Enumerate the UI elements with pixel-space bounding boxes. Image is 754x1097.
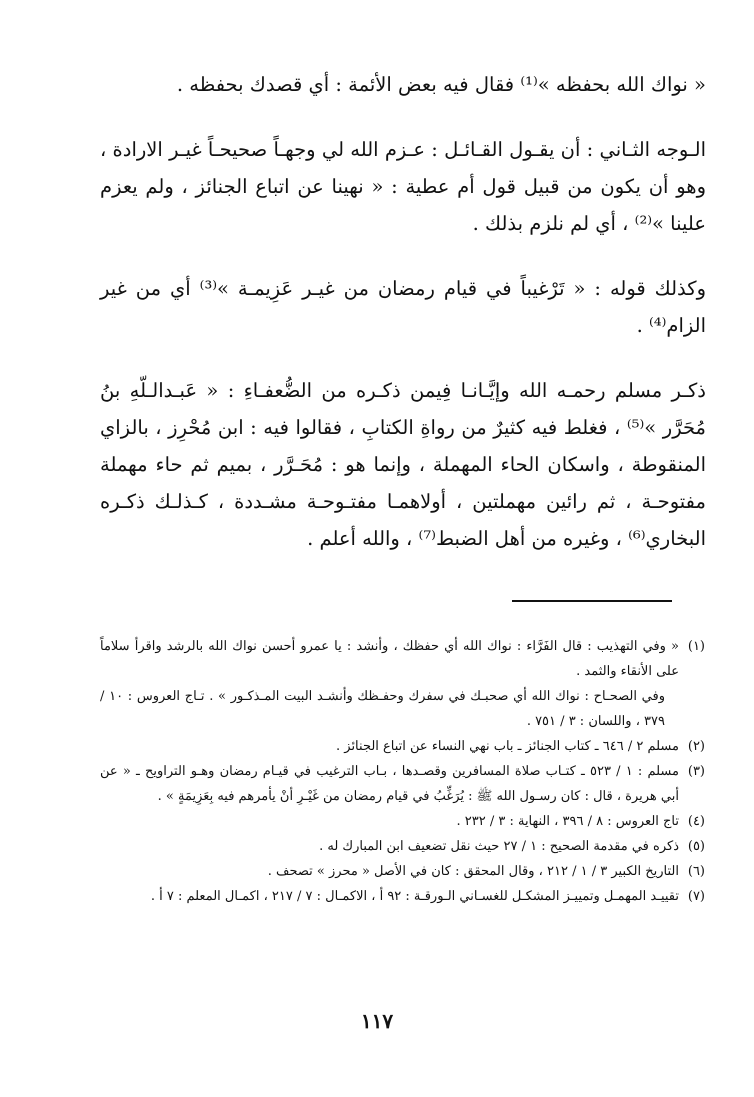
footnote-1 [100,634,705,684]
footnote-text: تقييـد المهمـل وتمييـز المشكـل للغسـاني الـورقـة : ٩٢ أ ، الاكمـال : ٧ / ٢١٧ ، اكمـال المعلم : ٧ أ . [150,889,679,904]
footnote-number: (٣) [687,764,705,779]
paragraph-4: ذكـر مسلم رحمـه الله وإيَّـانـا فِيمن ذكـره من الضُّعفـاءِ : « عَبـدالـلّهِ بنُ مُحَرَّر »⁽⁵⁾ ، فغلط فيه كثيرٌ من رواةِ الكتابِ ، فقالوا فيه : ابن مُحْرِز ، بالزاي المنقوطة ، واسكان الحاء المهملة ، وإنما هو : مُحَـرَّر ، بميم ثم حاء مهملة مفتوحـة ، ثم رائين مهملتين ، أولاهمـا مفتـوحـة مشـددة ، كـذلـك ذكـره البخاري⁽⁶⁾ ، وغيره من أهل الضبط⁽⁷⁾ ، والله أعلم . [100,379,706,550]
page-number: ١١٧ [360,1009,394,1033]
footnote-number: (٦) [687,864,705,879]
footnote-text: ذكره في مقدمة الصحيح : ١ / ٢٧ حيث نقل تضعيف ابن المبارك له . [319,839,679,854]
footnote-text: مسلم ٢ / ٦٤٦ ـ كتاب الجنائز ـ باب نهي النساء عن اتباع الجنائز . [336,739,679,754]
footnote-number: (٤) [687,814,705,829]
footnote-7 [100,884,705,909]
footnote-number: (٧) [687,889,705,904]
footnote-1-continued [100,684,705,734]
footnote-5 [100,834,705,859]
paragraph-3: وكذلك قوله : « تَرْغيباً في قيام رمضان من غيـر عَزِيمـة »⁽³⁾ أي من غير الزام⁽⁴⁾ . [100,277,706,337]
footnote-text: تاج العروس : ٨ / ٣٩٦ ، النهاية : ٣ / ٢٣٢ . [456,814,679,829]
footnote-number: (٢) [687,739,705,754]
paragraph-1: « نواك الله بحفظه »⁽¹⁾ فقال فيه بعض الأئمة : أي قصدك بحفظه . [176,73,706,96]
footnote-text: وفي الصحـاح : نواك الله أي صحبـك في سفرك وحفـظك وأنشـد البيت المـذكـور » . تـاج العروس : ١٠ / ٣٧٩ ، واللسان : ٣ / ٧٥١ . [100,689,666,729]
footnote-text: مسلم : ١ / ٥٢٣ ـ كتـاب صلاة المسافرين وقصـدها ، بـاب الترغيب في قيـام رمضان وهـو التراويح ـ « عن أبي هريرة ، قال : كان رسـول الله ﷺ : يُرَغِّبُ في قيام رمضان من غَيْـرِ أنْ يأمرهم فيه بِعَزِيمَةٍ » . [100,764,679,804]
footnote-text: التاريخ الكبير ٣ / ١ / ٢١٢ ، وقال المحقق : كان في الأصل « محرز » تصحف . [267,864,679,879]
main-text [100,66,706,557]
footnote-4 [100,809,705,834]
footnote-3 [100,759,705,809]
footnotes [100,634,705,909]
footnote-2 [100,734,705,759]
footnote-text: « وفي التهذيب : قال الفَرَّاء : نواك الله أي حفظك ، وأنشد : يا عمرو أحسن نواك الله بالرشد واقرأ سلاماً على الأنقاء والثمد . [100,639,679,679]
footnote-6 [100,859,705,884]
footnote-separator [512,600,672,602]
footnote-number: (١) [687,639,705,654]
footnote-number: (٥) [687,839,705,854]
paragraph-2: الـوجه الثـاني : أن يقـول القـائـل : عـزم الله لي وجهـاً صحيحـاً غيـر الارادة ، وهو أن يكون من قبيل قول أم عطية : « نهينا عن اتباع الجنائز ، ولم يعزم علينا »⁽²⁾ ، أي لم نلزم بذلك . [100,138,706,235]
